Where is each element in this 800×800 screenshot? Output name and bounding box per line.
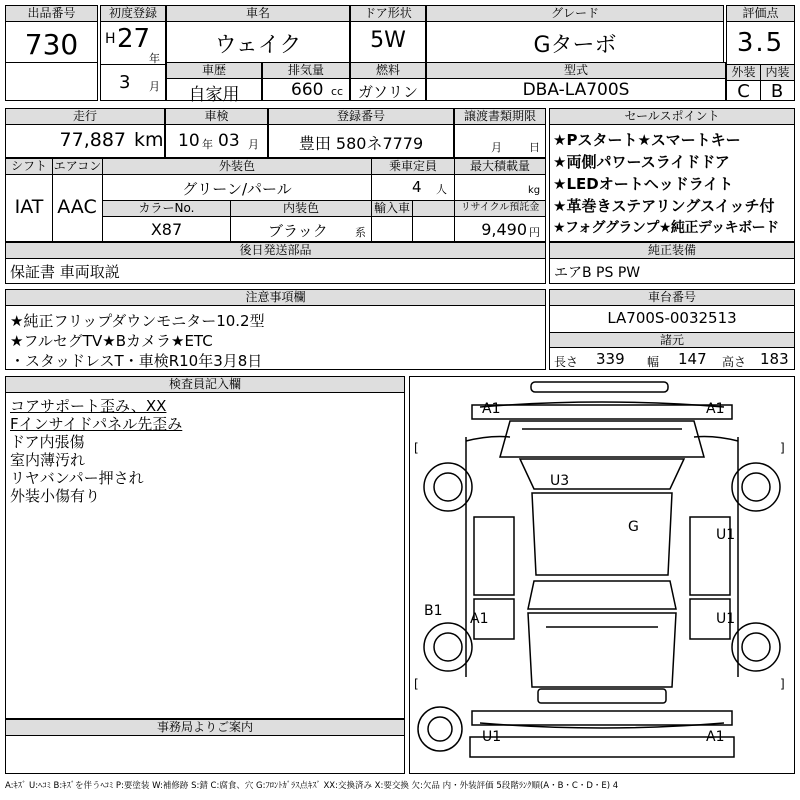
- height-label: 高さ: [722, 355, 747, 369]
- displacement-label: 排気量: [263, 63, 349, 79]
- grade-label: グレード: [427, 6, 723, 22]
- capacity-label: 乗車定員: [372, 159, 454, 175]
- color-no: X87: [150, 220, 183, 239]
- max-load-label: 最大積載量: [455, 159, 545, 175]
- insp-month-unit: 月: [248, 138, 259, 151]
- exterior-label: 外装: [727, 65, 760, 81]
- car-name-box: [166, 5, 350, 63]
- mark-glass: G: [628, 519, 639, 535]
- fuel-label: 燃料: [351, 63, 425, 79]
- mark-right-front-door: U1: [716, 527, 736, 543]
- first-reg-label: 初度登録: [101, 6, 165, 22]
- score: 3.5: [736, 28, 785, 58]
- model: DBA-LA700S: [522, 80, 630, 100]
- notes-line: ★フルセグTV★Bカメラ★ETC: [10, 332, 213, 350]
- reg-number-label: 登録番号: [269, 109, 453, 125]
- reg-number: 豊田 580ネ7779: [298, 134, 424, 153]
- width-label: 幅: [647, 355, 660, 369]
- shift: IAT: [14, 196, 44, 218]
- mileage-unit: km: [134, 129, 164, 151]
- transfer-month-unit: 月: [491, 141, 502, 154]
- insp-year: 10: [178, 131, 200, 151]
- door-type: 5W: [370, 28, 406, 53]
- car-name-label: 車名: [167, 6, 349, 22]
- sales-points-box: [549, 108, 795, 242]
- int-color: ブラック: [268, 222, 328, 240]
- door-label: ドア形状: [351, 6, 425, 22]
- notes-box: [5, 289, 546, 370]
- color-no-label: カラーNo.: [103, 201, 230, 217]
- legend-text: A:ｷｽﾞ U:ﾍｺﾐ B:ｷｽﾞを伴うﾍｺﾐ P:要塗装 W:補修跡 S:錆 C:腐食、穴 G:ﾌﾛﾝﾄｶﾞﾗｽ点ｷｽﾞ XX:交換済み X:要交換 欠:欠品 内・外装評価 5段階ﾗﾝｸ順(A・B・C・D・E) 4: [5, 781, 619, 791]
- model-label: 型式: [427, 63, 725, 79]
- displacement-box: [262, 62, 350, 101]
- transfer-deadline-box: [454, 108, 546, 158]
- ext-color: グリーン/パール: [182, 180, 292, 198]
- inspector-line: リヤバンパー押され: [10, 469, 144, 487]
- history: 自家用: [188, 85, 240, 105]
- fuel: ガソリン: [357, 83, 418, 101]
- displacement-unit: cc: [331, 85, 344, 98]
- office-label: 事務局よりご案内: [6, 720, 404, 736]
- inspector-line: コアサポート歪み、XX: [10, 397, 167, 415]
- model-box: [426, 62, 726, 101]
- reg-number-box: [268, 108, 454, 158]
- bracket-left-rear: [: [414, 677, 419, 691]
- length-label: 長さ: [554, 355, 579, 369]
- inspector-label: 検査員記入欄: [6, 377, 404, 393]
- reg-month: 3: [119, 72, 131, 93]
- interior-grade: B: [770, 81, 784, 102]
- inspector-box: [5, 376, 405, 719]
- reg-year-unit: 年: [149, 52, 160, 65]
- standard-equipment-box: [549, 242, 795, 284]
- standard-equipment-label: 純正装備: [550, 243, 794, 259]
- inspector-line: ドア内張傷: [10, 433, 85, 451]
- inspector-line: 室内薄汚れ: [10, 451, 86, 469]
- mark-left-rear-panel: B1: [424, 603, 443, 619]
- recycle-unit: 円: [529, 226, 540, 239]
- width: 147: [678, 350, 707, 368]
- inspection-box: [165, 108, 268, 158]
- sales-points-label: セールスポイント: [550, 109, 794, 125]
- ac-label: エアコン: [53, 159, 102, 173]
- shift-label: シフト: [6, 159, 52, 175]
- chassis-label: 車台番号: [550, 290, 794, 306]
- ext-color-label: 外装色: [103, 159, 371, 175]
- length: 339: [596, 350, 625, 368]
- damage-diagram: [409, 376, 795, 774]
- sales-point-item: ★LEDオートヘッドライト: [553, 175, 734, 193]
- insp-month: 03: [218, 131, 240, 151]
- bracket-right-front: ]: [780, 441, 785, 455]
- mileage: 77,887: [59, 129, 126, 151]
- car-outline-diagram: [410, 377, 794, 773]
- era: H: [105, 31, 116, 47]
- inspector-line: Fインサイドパネル先歪み: [10, 415, 183, 433]
- sales-point-item: ★フォググランプ★純正デッキボード: [553, 220, 779, 236]
- lot-number-label: 出品番号: [6, 6, 97, 22]
- mark-roof: U3: [550, 473, 570, 489]
- notes-line: ・スタッドレスT・車検R10年3月8日: [10, 352, 263, 370]
- recycle-label: リサイクル預託金: [455, 201, 545, 217]
- sales-point-item: ★両側パワースライドドア: [553, 153, 730, 171]
- mark-right-rear-door: U1: [716, 611, 736, 627]
- mark-front-left: A1: [482, 401, 501, 417]
- capacity: 4: [412, 178, 422, 196]
- specs-label: 諸元: [550, 332, 794, 348]
- height: 183: [760, 350, 789, 368]
- history-label: 車歴: [167, 63, 261, 79]
- recycle: 9,490: [481, 220, 527, 239]
- mark-front-right: A1: [706, 401, 725, 417]
- insp-year-unit: 年: [202, 138, 213, 151]
- lot-number-box: [5, 5, 98, 101]
- exterior-grade: C: [737, 81, 750, 102]
- bracket-right-rear: ]: [780, 677, 785, 691]
- interior-label: 内装: [760, 65, 794, 81]
- transfer-day-unit: 日: [529, 141, 540, 154]
- mileage-label: 走行: [6, 109, 164, 125]
- mark-rear-right: A1: [706, 729, 725, 745]
- standard-equipment-text: エアB PS PW: [554, 265, 641, 281]
- inspection-label: 車検: [166, 109, 267, 125]
- car-name: ウェイク: [214, 33, 302, 58]
- sales-point-item: ★Pスタート★スマートキー: [553, 131, 741, 149]
- first-registration-box: [100, 5, 166, 101]
- capacity-unit: 人: [436, 183, 447, 196]
- chassis-box: [549, 289, 795, 370]
- fuel-box: [350, 62, 426, 101]
- chassis-number: LA700S-0032513: [607, 309, 737, 327]
- sales-point-item: ★革巻きステアリングスイッチ付: [553, 197, 775, 215]
- score-box: [726, 5, 795, 101]
- mileage-box: [5, 108, 165, 158]
- notes-line: ★純正フリップダウンモニター10.2型: [10, 312, 265, 330]
- bracket-left-front: [: [414, 441, 419, 455]
- later-parts-text: 保証書 車両取説: [10, 263, 120, 281]
- int-color-suffix: 系: [355, 226, 366, 239]
- int-color-label: 内装色: [231, 201, 371, 217]
- score-label: 評価点: [727, 6, 794, 22]
- grade: Gターボ: [533, 33, 617, 58]
- lot-number: 730: [24, 28, 79, 61]
- office-box: [5, 719, 405, 774]
- displacement: 660: [291, 80, 324, 100]
- notes-label: 注意事項欄: [6, 290, 545, 306]
- later-parts-label: 後日発送部品: [6, 243, 545, 259]
- transfer-label: 譲渡書類期限: [455, 109, 545, 125]
- ac: AAC: [57, 196, 97, 218]
- reg-year: 27: [117, 24, 151, 54]
- import-label: 輸入車: [373, 201, 410, 215]
- door-box: [350, 5, 426, 63]
- reg-month-unit: 月: [149, 80, 160, 93]
- grade-box: [426, 5, 724, 63]
- inspector-line: 外装小傷有り: [10, 487, 101, 505]
- max-load-unit: kg: [528, 185, 541, 196]
- history-box: [166, 62, 262, 105]
- mark-left-rear-door: A1: [470, 611, 489, 627]
- mark-rear-left: U1: [482, 729, 502, 745]
- later-parts-box: [5, 242, 546, 284]
